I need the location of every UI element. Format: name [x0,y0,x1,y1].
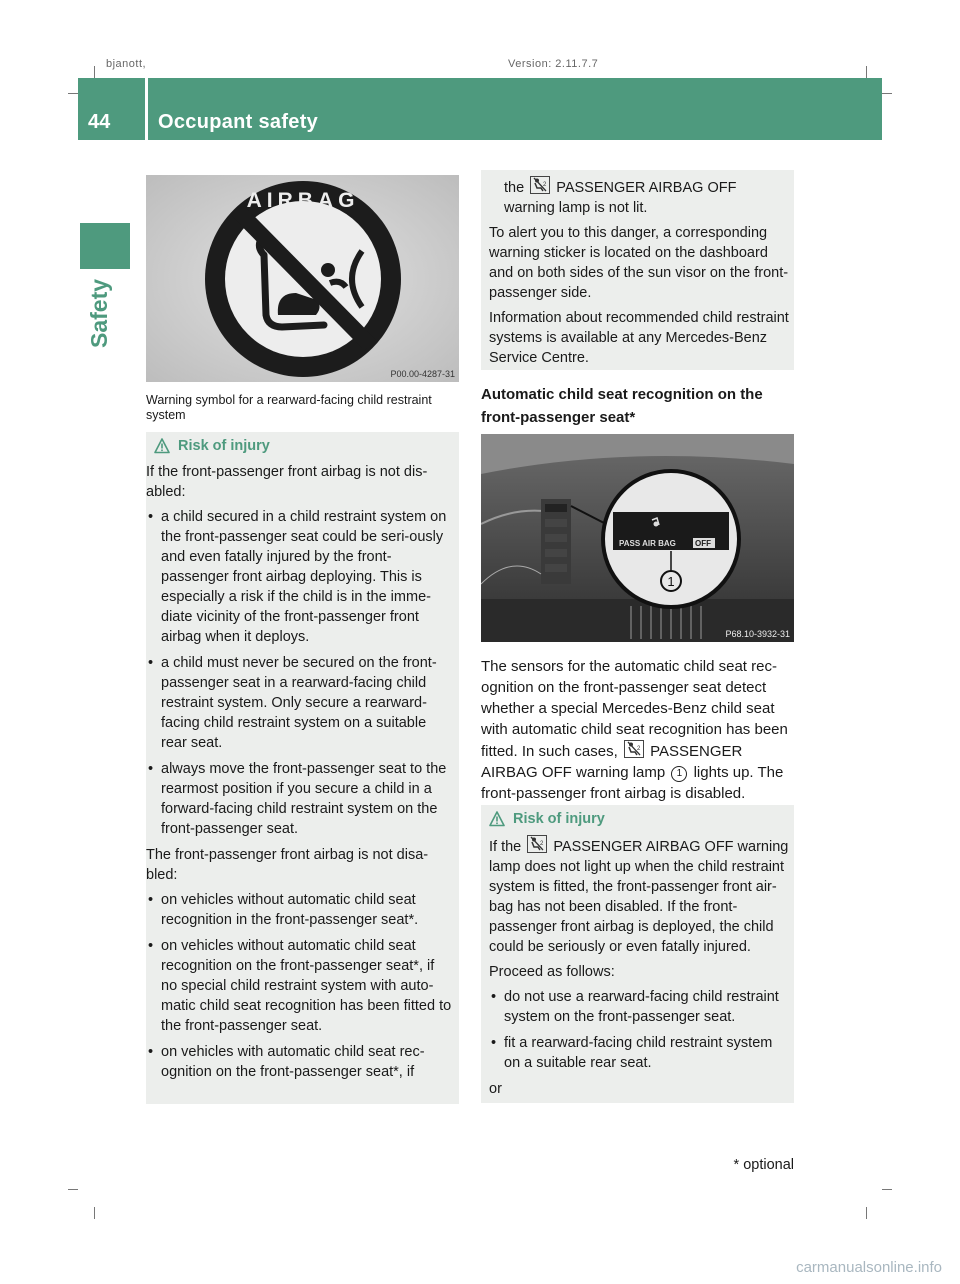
version-meta: Version: 2.11.7.7 [508,58,599,70]
warning-proceed: Proceed as follows: [489,964,615,980]
passenger-airbag-off-icon [530,176,550,194]
list-item: • a child secured in a child restraint system on the front-passenger seat could be seri-ously and even fatally injured by the front-passenger front airbag deploying. This is especially a risk if the child is in the imme-diate vicinity of the front-passenger front airbag when it deploys. [146,507,454,647]
warning-para: Information about recommended child restraint systems is available at any Mercedes-Benz Service Centre. [489,310,789,366]
warning-bullets-2 [146,890,454,1082]
crop-mark [68,1189,78,1190]
figure-caption: Warning symbol for a rearward-facing child restraint system [146,393,432,422]
list-item: • on vehicles without automatic child seat recognition on the front-passenger seat*, if no special child restraint system with auto-matic child seat recognition has been fitted to the front-passenger seat. [146,936,454,1036]
airbag-ring-text: AIRBAG [246,189,360,212]
list-item: • do not use a rearward-facing child restraint system on the front-passenger seat. [489,987,789,1027]
lamp-label: PASS AIR BAG [619,539,676,548]
page-title: Occupant safety [158,111,319,133]
list-item: • fit a rearward-facing child restraint system on a suitable rear seat. [489,1033,789,1073]
warning-intro-post: PASSENGER AIRBAG OFF warning lamp does not light up when the child restraint system is fitted, the front-passenger front air-bag has not been disabled. If the front-passenger front airbag is deployed, the child could be seriously or even fatally injured. [489,839,789,955]
crop-mark [882,1189,892,1190]
warning-or: or [489,1081,502,1097]
page-number: 44 [88,111,111,133]
continuation-pre: the [504,180,525,196]
airbag-warning-symbol [146,175,459,382]
warning-mid: The front-passenger front airbag is not disa-bled: [146,847,429,883]
warning-bullets [146,507,454,839]
dashboard-figure [481,434,794,642]
crop-mark [882,93,892,94]
svg-text:2: 2 [543,182,547,188]
list-item: • on vehicles without automatic child seat recognition in the front-passenger seat*. [146,890,454,930]
warning-heading-text: Risk of injury [178,438,270,454]
svg-text:2: 2 [540,841,544,847]
header-divider [145,78,148,140]
list-item: • on vehicles with automatic child seat rec-ognition on the front-passenger seat*, if [146,1042,454,1082]
crop-mark [866,66,867,78]
passenger-airbag-off-icon [624,740,644,758]
figure-code: P68.10-3932-31 [725,629,790,639]
lamp-off-label: OFF [695,539,711,548]
continuation-line [481,176,789,218]
airbag-warning-figure [146,175,459,382]
author-meta: bjanott, [106,58,147,70]
callout-marker: 1 [671,766,687,782]
dashboard-photo [481,434,794,642]
list-item: • a child must never be secured on the front-passenger seat in a rearward-facing child restraint system. Only secure a rearward-facing child restraint system on a suitable rear seat. [146,653,454,753]
crop-mark [68,93,78,94]
body-paragraph [481,656,796,804]
warning-intro [481,835,789,957]
list-item: • always move the front-passenger seat to the rearmost position if you secure a child in a forward-facing child restraint system on the front-passenger seat. [146,759,454,839]
warning-continuation [481,176,789,373]
warning-bullets [481,987,789,1073]
body-mid: PASSENGER AIRBAG OFF warning lamp [481,743,743,781]
section-tab-block [80,223,130,269]
figure-code: P00.00-4287-31 [390,369,455,379]
crop-mark [866,1207,867,1219]
callout-number: 1 [667,574,675,589]
warning-heading-text: Risk of injury [513,811,605,827]
warning-triangle-icon [489,811,505,827]
watermark: carmanualsonline.info [796,1259,942,1276]
optional-footnote: * optional [733,1157,794,1173]
warning-triangle-icon [154,438,170,454]
section-label: Safety [86,278,112,348]
warning-content-right [481,809,789,1104]
warning-heading [481,809,789,829]
body-post: lights up. The front-passenger front airbag is disabled. [481,764,784,802]
warning-intro: If the front-passenger front airbag is not dis-abled: [146,464,428,500]
warning-para: To alert you to this danger, a corresponding warning sticker is located on the dashboard and on both sides of the sun visor on the front-passenger side. [489,225,789,301]
crop-mark [94,66,95,78]
continuation-post: PASSENGER AIRBAG OFF warning lamp is not lit. [504,180,737,216]
section-heading: Automatic child seat recognition on the front-passenger seat* [481,386,763,426]
body-pre: The sensors for the automatic child seat rec-ognition on the front-passenger seat detect whether a special Mercedes-Benz child seat with automatic child seat recognition has been fitted. In such cases, [481,658,788,760]
svg-text:2: 2 [636,746,641,752]
warning-intro-pre: If the [489,839,522,855]
crop-mark [94,1207,95,1219]
passenger-airbag-off-icon [527,835,547,853]
warning-content-left [146,436,454,1088]
warning-heading [146,436,454,456]
